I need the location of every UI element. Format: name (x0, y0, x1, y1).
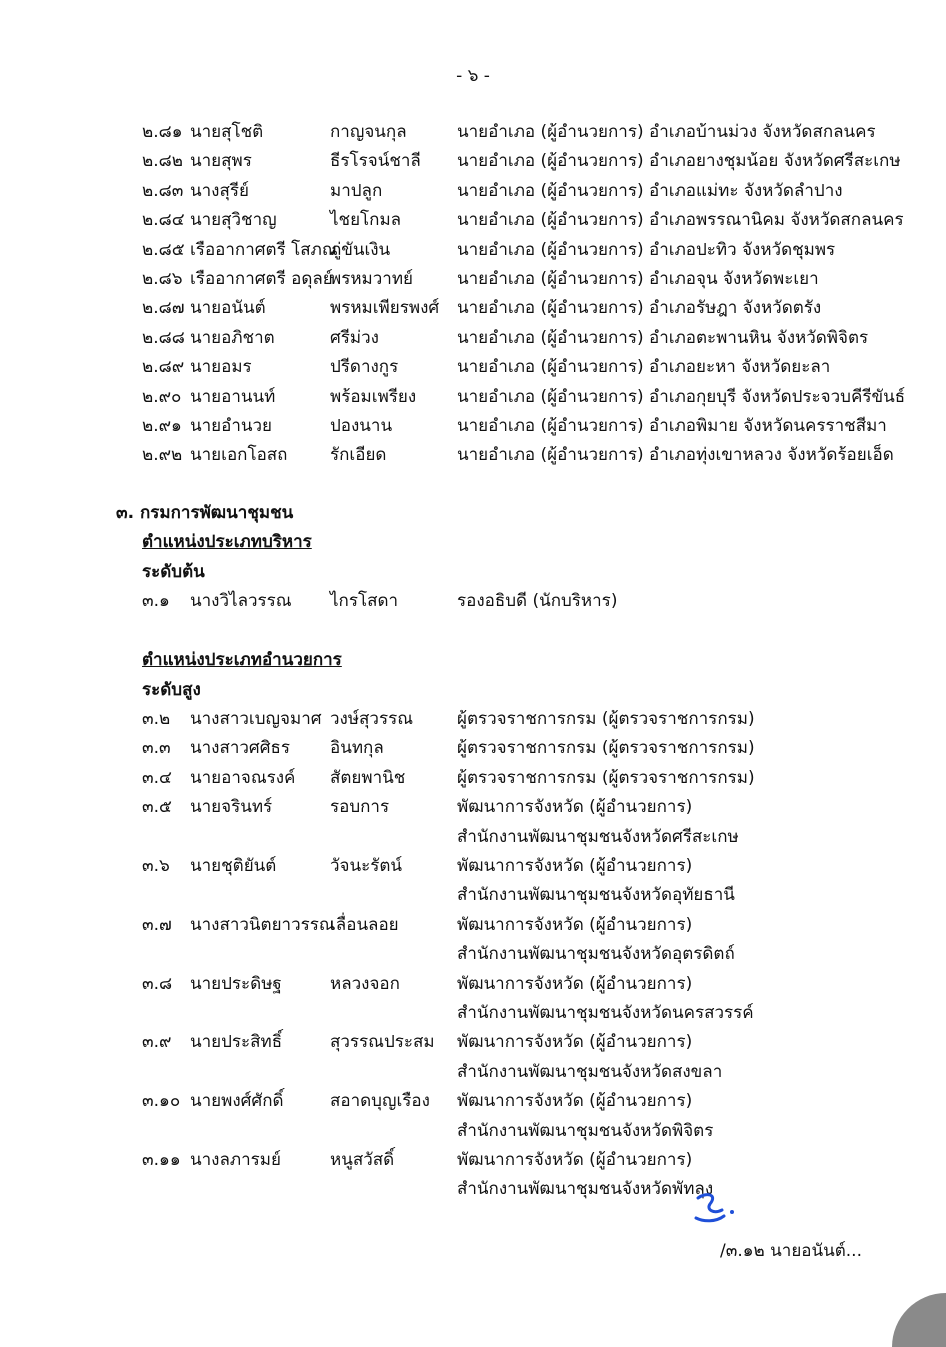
list-item (0, 911, 946, 939)
item-number: ๓.๗ (142, 915, 172, 935)
given-name: นายอภิชาต (190, 328, 275, 348)
position-title: พัฒนาการจังหวัด (ผู้อำนวยการ) (457, 915, 693, 935)
surname: ไกรโสดา (330, 591, 399, 611)
given-name: นายอนันต์ (190, 298, 266, 318)
list-item (0, 177, 946, 205)
surname: ภู่ขันเงิน (330, 240, 391, 260)
position-title: พัฒนาการจังหวัด (ผู้อำนวยการ) (457, 1091, 693, 1111)
position-title: นายอำเภอ (ผู้อำนวยการ) อำเภอยางชุมน้อย จังหวัดศรีสะเกษ (457, 151, 901, 171)
item-number: ๒.๘๑ (142, 122, 183, 142)
list-item (0, 587, 946, 615)
item-number: ๓.๑๑ (142, 1150, 181, 1170)
position-title: นายอำเภอ (ผู้อำนวยการ) อำเภอบ้านม่วง จังหวัดสกลนคร (457, 122, 876, 142)
list-item (0, 353, 946, 381)
given-name: นายสุโชติ (190, 122, 264, 142)
position-title: พัฒนาการจังหวัด (ผู้อำนวยการ) (457, 797, 693, 817)
surname: สัตยพานิช (330, 768, 406, 788)
surname: วงษ์สุวรรณ (330, 709, 414, 729)
item-number: ๒.๙๑ (142, 416, 182, 436)
list-item (0, 1028, 946, 1056)
office-name: สำนักงานพัฒนาชุมชนจังหวัดอุทัยธานี (457, 885, 735, 905)
page-number: - ๖ - (456, 66, 490, 86)
surname: ปองนาน (330, 416, 393, 436)
list-item (0, 441, 946, 469)
list-item (0, 294, 946, 322)
surname: ศรีม่วง (330, 328, 379, 348)
given-name: นายชุติยันต์ (190, 856, 277, 876)
surname: เลื่อนลอย (330, 915, 399, 935)
position-title: นายอำเภอ (ผู้อำนวยการ) อำเภอปะทิว จังหวัดชุมพร (457, 240, 836, 260)
office-name: สำนักงานพัฒนาชุมชนจังหวัดสงขลา (457, 1062, 723, 1082)
surname: กาญจนกุล (330, 122, 407, 142)
surname: สุวรรณประสม (330, 1032, 435, 1052)
given-name: นายจรินทร์ (190, 797, 273, 817)
dir-heading (0, 646, 946, 674)
category-heading: ตำแหน่งประเภทบริหาร (142, 532, 312, 552)
item-number: ๒.๘๕ (142, 240, 185, 260)
item-number: ๒.๘๘ (142, 328, 185, 348)
page-corner-shadow (892, 1293, 946, 1347)
item-number: ๓.๙ (142, 1032, 172, 1052)
item-number: ๒.๙๐ (142, 387, 182, 407)
list-item (0, 265, 946, 293)
position-title: นายอำเภอ (ผู้อำนวยการ) อำเภอรัษฎา จังหวัดตรัง (457, 298, 822, 318)
surname: รอบการ (330, 797, 390, 817)
office-name: สำนักงานพัฒนาชุมชนจังหวัดศรีสะเกษ (457, 827, 739, 847)
item-number: ๒.๙๒ (142, 445, 183, 465)
list-item (0, 764, 946, 792)
given-name: นางสาวเบญจมาศ (190, 709, 322, 729)
office-name: สำนักงานพัฒนาชุมชนจังหวัดพัทลุง (457, 1179, 714, 1199)
item-number: ๒.๘๒ (142, 151, 183, 171)
given-name: นางลภารมย์ (190, 1150, 281, 1170)
item-number: ๒.๘๗ (142, 298, 185, 318)
given-name: นางสุรีย์ (190, 181, 249, 201)
surname: พรหมวาทย์ (330, 269, 414, 289)
given-name: นายอมร (190, 357, 252, 377)
exec-heading (0, 528, 946, 556)
list-item (0, 705, 946, 733)
position-title: นายอำเภอ (ผู้อำนวยการ) อำเภอแม่ทะ จังหวัดลำปาง (457, 181, 843, 201)
surname: ปรีดางกูร (330, 357, 399, 377)
list-item-continuation (0, 999, 946, 1027)
list-item (0, 324, 946, 352)
level-heading: ระดับสูง (142, 680, 201, 700)
item-number: ๓.๓ (142, 738, 171, 758)
item-number: ๓.๒ (142, 709, 171, 729)
given-name: เรืออากาศตรี โสภณ (190, 240, 338, 260)
item-number: ๓.๕ (142, 797, 172, 817)
given-name: เรืออากาศตรี อดุลย์ (190, 269, 333, 289)
position-title: ผู้ตรวจราชการกรม (ผู้ตรวจราชการกรม) (457, 768, 755, 788)
list-item-continuation (0, 1117, 946, 1145)
list-item (0, 970, 946, 998)
position-title: นายอำเภอ (ผู้อำนวยการ) อำเภอจุน จังหวัดพะเยา (457, 269, 819, 289)
item-number: ๒.๘๙ (142, 357, 185, 377)
position-title: พัฒนาการจังหวัด (ผู้อำนวยการ) (457, 1032, 693, 1052)
section-title (0, 499, 946, 527)
list-item-continuation (0, 1058, 946, 1086)
position-title: ผู้ตรวจราชการกรม (ผู้ตรวจราชการกรม) (457, 738, 755, 758)
surname: พรหมเพียรพงศ์ (330, 298, 440, 318)
item-number: ๒.๘๖ (142, 269, 183, 289)
position-title: พัฒนาการจังหวัด (ผู้อำนวยการ) (457, 974, 693, 994)
list-item (0, 236, 946, 264)
item-number: ๓.๖ (142, 856, 170, 876)
position-title: นายอำเภอ (ผู้อำนวยการ) อำเภอพรรณานิคม จังหวัดสกลนคร (457, 210, 904, 230)
given-name: นายอานนท์ (190, 387, 276, 407)
position-title: นายอำเภอ (ผู้อำนวยการ) อำเภอพิมาย จังหวัดนครราชสีมา (457, 416, 887, 436)
item-number: ๓.๘ (142, 974, 173, 994)
list-item-continuation (0, 1175, 946, 1203)
surname: สอาดบุญเรือง (330, 1091, 430, 1111)
exec-level (0, 558, 946, 586)
surname: พร้อมเพรียง (330, 387, 417, 407)
surname: หนูสวัสดิ์ (330, 1150, 395, 1170)
given-name: นายเอกโอสถ (190, 445, 288, 465)
position-title: นายอำเภอ (ผู้อำนวยการ) อำเภอยะหา จังหวัดยะลา (457, 357, 831, 377)
list-item-continuation (0, 823, 946, 851)
list-item (0, 734, 946, 762)
list-item (0, 1146, 946, 1174)
surname: อินทกุล (330, 738, 384, 758)
given-name: นางวิไลวรรณ (190, 591, 292, 611)
position-title: พัฒนาการจังหวัด (ผู้อำนวยการ) (457, 1150, 693, 1170)
position-title: นายอำเภอ (ผู้อำนวยการ) อำเภอกุยบุรี จังหวัดประจวบคีรีขันธ์ (457, 387, 906, 407)
list-item (0, 793, 946, 821)
list-item (0, 852, 946, 880)
given-name: นางสาวนิตยาวรรณ (190, 915, 335, 935)
category-heading: ตำแหน่งประเภทอำนวยการ (142, 650, 342, 670)
list-item-continuation (0, 940, 946, 968)
list-item-continuation (0, 881, 946, 909)
position-title: นายอำเภอ (ผู้อำนวยการ) อำเภอตะพานหิน จังหวัดพิจิตร (457, 328, 869, 348)
surname: ธีรโรจน์ชาลี (330, 151, 421, 171)
office-name: สำนักงานพัฒนาชุมชนจังหวัดอุตรดิตถ์ (457, 944, 735, 964)
signature-mark (688, 1188, 738, 1228)
surname: ไชยโกมล (330, 210, 402, 230)
section-heading: ๓. กรมการพัฒนาชุมชน (116, 503, 294, 523)
list-item (0, 147, 946, 175)
surname: มาปลูก (330, 181, 383, 201)
level-heading: ระดับต้น (142, 562, 205, 582)
given-name: นายอาจณรงค์ (190, 768, 296, 788)
position-title: ผู้ตรวจราชการกรม (ผู้ตรวจราชการกรม) (457, 709, 755, 729)
office-name: สำนักงานพัฒนาชุมชนจังหวัดพิจิตร (457, 1121, 714, 1141)
item-number: ๒.๘๔ (142, 210, 185, 230)
given-name: นายพงศ์ศักดิ์ (190, 1091, 284, 1111)
given-name: นายอำนวย (190, 416, 273, 436)
surname: วัจนะรัตน์ (330, 856, 403, 876)
dir-level (0, 676, 946, 704)
list-item (0, 412, 946, 440)
given-name: นายสุพร (190, 151, 252, 171)
item-number: ๓.๑๐ (142, 1091, 181, 1111)
surname: หลวงจอก (330, 974, 400, 994)
item-number: ๓.๔ (142, 768, 172, 788)
position-title: นายอำเภอ (ผู้อำนวยการ) อำเภอทุ่งเขาหลวง จังหวัดร้อยเอ็ด (457, 445, 894, 465)
list-item (0, 118, 946, 146)
office-name: สำนักงานพัฒนาชุมชนจังหวัดนครสวรรค์ (457, 1003, 754, 1023)
continuation-note: /๓.๑๒ นายอนันต์... (720, 1241, 862, 1261)
list-item (0, 1087, 946, 1115)
item-number: ๓.๑ (142, 591, 170, 611)
list-item (0, 383, 946, 411)
given-name: นายสุวิชาญ (190, 210, 277, 230)
given-name: นางสาวศศิธร (190, 738, 291, 758)
position-title: พัฒนาการจังหวัด (ผู้อำนวยการ) (457, 856, 693, 876)
given-name: นายประดิษฐ (190, 974, 282, 994)
position-title: รองอธิบดี (นักบริหาร) (457, 591, 618, 611)
list-item (0, 206, 946, 234)
given-name: นายประสิทธิ์ (190, 1032, 283, 1052)
item-number: ๒.๘๓ (142, 181, 184, 201)
surname: รักเอียด (330, 445, 387, 465)
